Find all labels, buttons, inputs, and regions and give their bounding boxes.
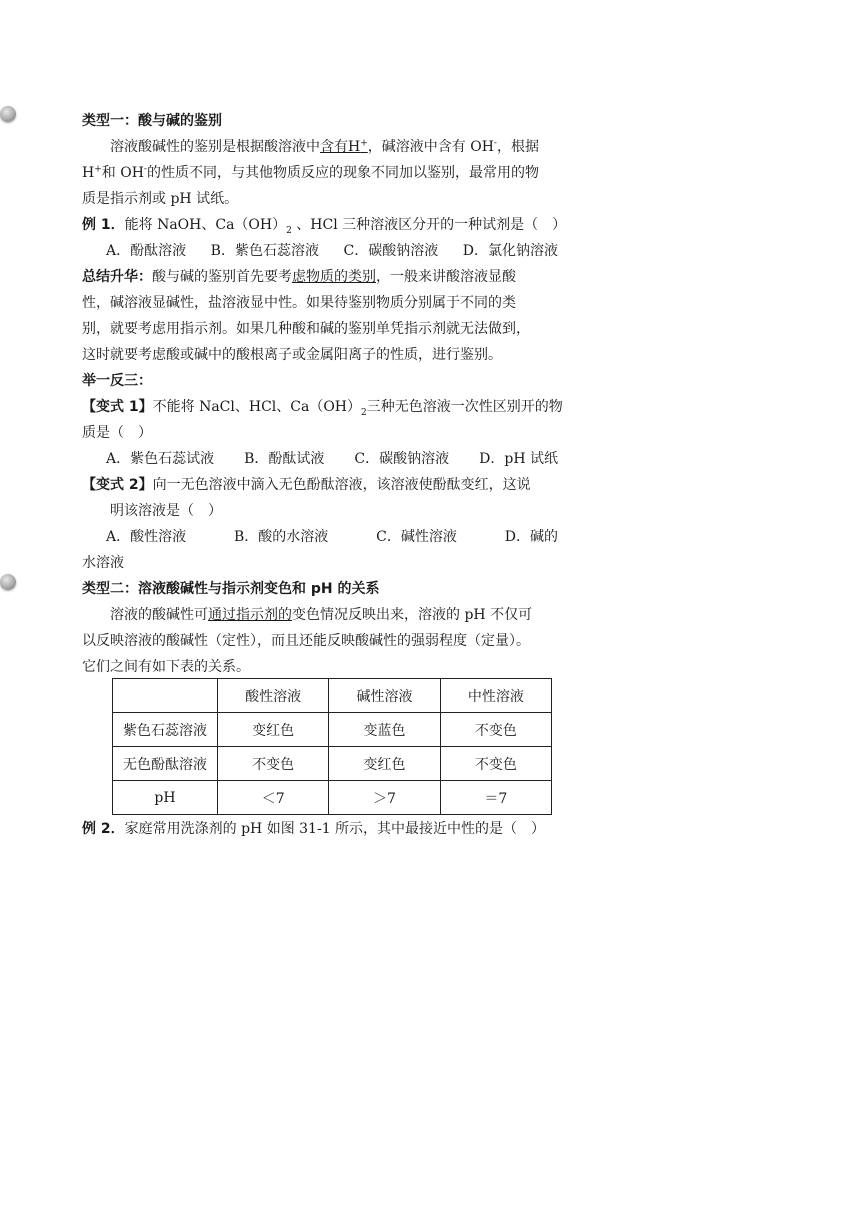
example2-question: 例 2．家庭常用洗涤剂的 pH 如图 31-1 所示，其中最接近中性的是（ ） [82,821,546,837]
variant2-question-cont: 明该溶液是（ ） [110,503,222,519]
option-c: C．碳酸钠溶液 [354,451,450,467]
variant2-options [82,524,558,550]
table-row [113,747,552,781]
section-heading-type1: 类型一：酸与碱的鉴别 [82,113,222,129]
summary-line2: 性，碱溶液显碱性，盐溶液显中性。如果待鉴别物质分别属于不同的类 [82,295,516,311]
table-cell: 变蓝色 [329,713,440,747]
option-a: A．酚酞溶液 [106,243,187,259]
underlined-phrase: 含有H+ [320,138,368,155]
table-cell: 不变色 [218,747,329,781]
variant1-question-cont: 质是（ ） [82,425,152,441]
table-cell: 紫色石蕊溶液 [113,713,218,747]
option-d: D．氯化钠溶液 [462,243,558,259]
type2-paragraph-line1: 溶液的酸碱性可通过指示剂的变色情况反映出来，溶液的 pH 不仅可 [110,607,533,623]
binder-hole-middle [0,574,16,590]
table-header-cell: 酸性溶液 [218,679,329,713]
option-b: B．酚酞试液 [244,451,325,467]
option-d: D．pH 试纸 [479,451,558,467]
type1-paragraph-line1: 溶液酸碱性的鉴别是根据酸溶液中含有H+，碱溶液中含有 OH-，根据 [110,138,539,155]
type1-paragraph-line3: 质是指示剂或 pH 试纸。 [82,191,239,207]
practice-heading: 举一反三： [82,373,152,389]
table-cell: ＞7 [329,781,440,815]
summary-line3: 别，就要考虑用指示剂。如果几种酸和碱的鉴别单凭指示剂就无法做到， [82,321,530,337]
table-cell: ＜7 [218,781,329,815]
type2-paragraph-line2: 以反映溶液的酸碱性（定性），而且还能反映酸碱性的强弱程度（定量）。 [82,633,530,649]
option-a: A．酸性溶液 [106,529,187,545]
variant2-option-wrap: 水溶液 [82,555,124,571]
option-c: C．碱性溶液 [376,529,457,545]
section-heading-type2: 类型二：溶液酸碱性与指示剂变色和 pH 的关系 [82,581,380,597]
summary-line4: 这时就要考虑酸或碱中的酸根离子或金属阳离子的性质，进行鉴别。 [82,347,502,363]
example1-options [82,238,558,264]
table-row [113,713,552,747]
table-row [113,781,552,815]
table-cell: 不变色 [440,713,551,747]
document-body [82,108,567,680]
table-header-row [113,679,552,713]
option-c: C．碳酸钠溶液 [343,243,439,259]
example1-question: 例 1．能将 NaOH、$Ca(OH)_2$ 、HCl 三种溶液区分开的一种试剂是（ ） [82,217,567,236]
variant1-options [82,446,558,472]
variant2-question: 【变式 2】向一无色溶液中滴入无色酚酞溶液，该溶液使酚酞变红，这说 [82,477,531,493]
example-label: 例 1． [82,217,125,233]
summary-line1: 总结升华：酸与碱的鉴别首先要考虑物质的类别，一般来讲酸溶液显酸 [82,269,516,285]
option-d: D．碱的 [504,529,558,545]
option-b: B．紫色石蕊溶液 [210,243,319,259]
underlined-phrase: 通过指示剂的 [208,607,292,623]
table-cell: ＝7 [440,781,551,815]
underlined-phrase: 虑物质的类别 [292,269,376,285]
option-b: B．酸的水溶液 [234,529,329,545]
table-header-cell [113,679,218,713]
indicator-table [112,678,552,815]
table-cell: pH [113,781,218,815]
variant1-question: 【变式 1】不能将 NaCl、HCl、$Ca(OH)_2$三种无色溶液一次性区别开的物 [82,399,563,418]
table-cell: 变红色 [218,713,329,747]
table-cell: 不变色 [440,747,551,781]
table-header-cell: 中性溶液 [440,679,551,713]
table-cell: 变红色 [329,747,440,781]
type2-paragraph-line3: 它们之间有如下表的关系。 [82,659,250,675]
table-cell: 无色酚酞溶液 [113,747,218,781]
type1-paragraph-line2: H+和 OH-的性质不同，与其他物质反应的现象不同加以鉴别，最常用的物 [82,164,539,181]
table-header-cell: 碱性溶液 [329,679,440,713]
binder-hole-top [0,106,16,122]
example-label: 例 2． [82,821,125,837]
option-a: A．紫色石蕊试液 [106,451,215,467]
summary-label: 总结升华： [82,269,152,285]
